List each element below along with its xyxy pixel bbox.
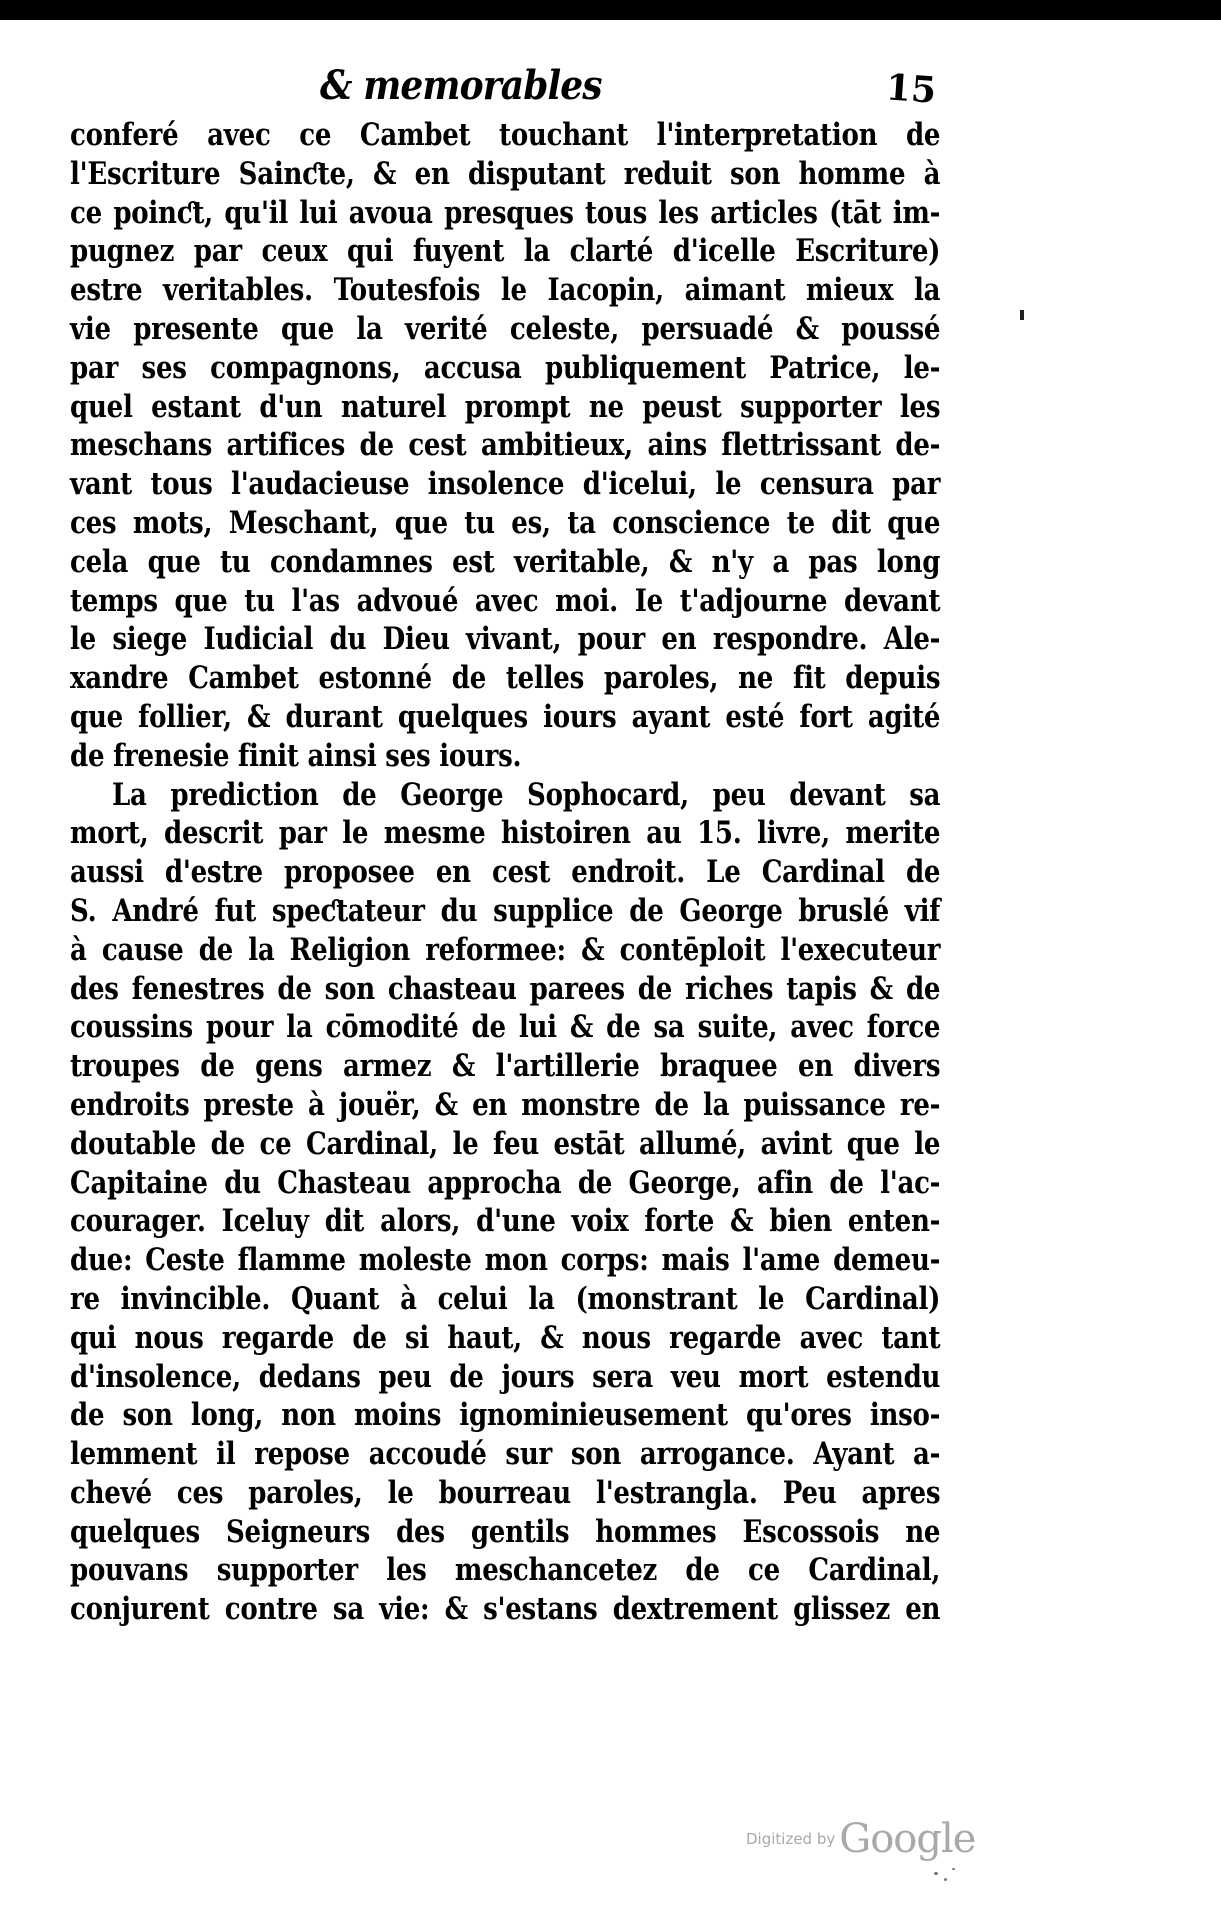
text-line: par ses compagnons, accusa publiquement Patrice, le- — [70, 349, 941, 386]
text-line: l'Escriture Sainƈte, & en disputant reduit son homme à — [70, 155, 941, 192]
text-line: due: Ceste flamme moleste mon corps: mais l'ame demeu- — [70, 1242, 941, 1279]
ink-speck — [1020, 310, 1024, 320]
text-line: vie presente que la verité celeste, persuadé & poussé — [70, 310, 941, 347]
text-line: chevé ces paroles, le bourreau l'estrangla. Peu apres — [70, 1474, 941, 1511]
text-line: xandre Cambet estonné de telles paroles, ne fit depuis — [70, 660, 941, 697]
paragraph-2 — [70, 776, 940, 1630]
text-line: à cause de la Religion reformee: & contēploit l'executeur — [70, 931, 941, 968]
text-line: vant tous l'audacieuse insolence d'icelui, le censura par — [70, 466, 941, 503]
body-text — [70, 116, 940, 1629]
text-line: Capitaine du Chasteau approcha de George, afin de l'ac- — [70, 1164, 941, 1201]
text-line: conferé avec ce Cambet touchant l'interpretation de — [70, 117, 941, 153]
text-line: quel estant d'un naturel prompt ne peust supporter les — [70, 388, 941, 425]
scan-speck — [952, 1868, 955, 1870]
text-line: de frenesie finit ainsi ses iours. — [70, 737, 522, 774]
text-line: temps que tu l'as advoué avec moi. Ie t'adjourne devant — [70, 582, 941, 619]
text-line: que follier, & durant quelques iours ayant esté fort agité — [70, 698, 941, 735]
text-line: estre veritables. Toutesfois le Iacopin, aimant mieux la — [70, 272, 941, 309]
text-line: conjurent contre sa vie: & s'estans dextrement glissez en — [70, 1591, 941, 1628]
digitization-watermark — [746, 1816, 975, 1862]
google-logo: Google — [839, 1816, 976, 1862]
text-line: pouvans supporter les meschancetez de ce Cardinal, — [70, 1552, 941, 1589]
text-line: quelques Seigneurs des gentils hommes Escossois ne — [70, 1513, 941, 1550]
text-line: qui nous regarde de si haut, & nous regarde avec tant — [70, 1319, 941, 1356]
text-line: des fenestres de son chasteau parees de riches tapis & de — [70, 970, 941, 1007]
text-line: lemment il repose accoudé sur son arrogance. Ayant a- — [70, 1436, 941, 1473]
text-line: endroits preste à jouër, & en monstre de la puissance re- — [70, 1086, 941, 1123]
running-head: & memorables — [320, 62, 602, 109]
text-line: mort, descrit par le mesme histoiren au 15. livre, merite — [70, 815, 941, 852]
text-line: pugnez par ceux qui fuyent la clarté d'icelle Escriture) — [70, 233, 941, 270]
text-line: S. André fut speƈtateur du supplice de George bruslé vif — [70, 892, 941, 929]
text-line: re invincible. Quant à celui la (monstrant le Cardinal) — [70, 1280, 941, 1317]
paragraph-1 — [70, 116, 940, 776]
text-line: doutable de ce Cardinal, le feu estāt allumé, avint que le — [70, 1125, 941, 1162]
text-line: troupes de gens armez & l'artillerie braquee en divers — [70, 1048, 941, 1085]
text-line: aussi d'estre proposee en cest endroit. Le Cardinal de — [70, 854, 941, 891]
scan-speck — [944, 1878, 947, 1881]
text-line: cela que tu condamnes est veritable, & n'y a pas long — [70, 543, 941, 580]
text-line: ces mots, Meschant, que tu es, ta conscience te dit que — [70, 504, 941, 541]
watermark-caption: Digitized by — [746, 1830, 836, 1848]
text-line: coussins pour la cōmodité de lui & de sa suite, avec force — [70, 1009, 941, 1046]
scan-top-border — [0, 0, 1221, 20]
text-line: La prediction de George Sophocard, peu devant sa — [112, 776, 941, 813]
text-line: ce poinƈt, qu'il lui avoua presques tous les articles (tāt im- — [70, 194, 941, 231]
text-line: courager. Iceluy dit alors, d'une voix forte & bien enten- — [70, 1203, 941, 1240]
page-number: 15 — [884, 66, 938, 112]
text-line: le siege Iudicial du Dieu vivant, pour en respondre. Ale- — [70, 621, 941, 658]
text-line: meschans artifices de cest ambitieux, ains flettrissant de- — [70, 427, 941, 464]
text-line: de son long, non moins ignominieusement qu'ores inso- — [70, 1397, 941, 1434]
scan-speck — [934, 1872, 938, 1875]
text-line: d'insolence, dedans peu de jours sera veu mort estendu — [70, 1358, 941, 1395]
